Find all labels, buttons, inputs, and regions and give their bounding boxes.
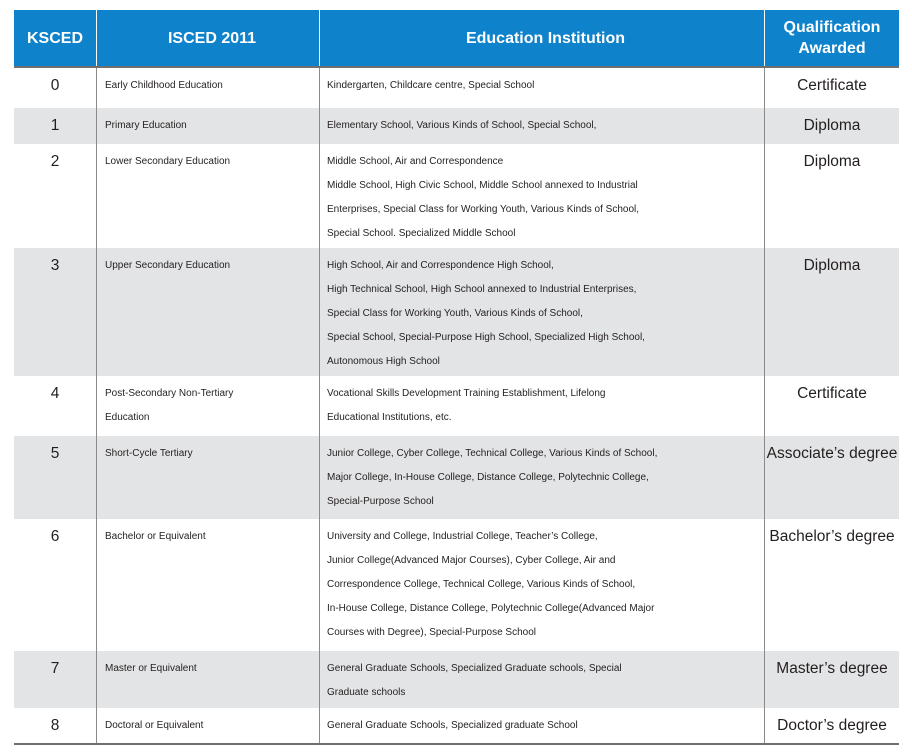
qualification-cell: Master’s degree: [776, 660, 888, 677]
institution-line: Enterprises, Special Class for Working Youth, Various Kinds of School,: [327, 204, 640, 215]
institution-cell: [320, 708, 765, 745]
institution-line: Special Class for Working Youth, Various Kinds of School,: [327, 308, 583, 319]
table-row: [14, 708, 899, 745]
institution-line: Elementary School, Various Kinds of School, Special School,: [327, 120, 597, 131]
header-qualification: Qualification Awarded: [783, 19, 881, 57]
qualification-cell: Diploma: [803, 117, 861, 134]
header-ksced: KSCED: [14, 10, 97, 66]
institution-cell: [320, 144, 765, 248]
institution-line: High Technical School, High School annexed to Industrial Enterprises,: [327, 284, 637, 295]
isced-line: Education: [105, 412, 150, 423]
table-row: [14, 144, 899, 248]
table-header: [14, 10, 899, 68]
table-row: [14, 519, 899, 651]
header-isced: ISCED 2011: [97, 10, 320, 66]
ksced-cell: 1: [14, 108, 97, 144]
institution-line: Autonomous High School: [327, 356, 440, 367]
table-row: [14, 436, 899, 519]
qualification-cell: Doctor’s degree: [777, 717, 887, 734]
institution-line: Correspondence College, Technical College, Various Kinds of School,: [327, 579, 636, 590]
isced-line: Lower Secondary Education: [105, 156, 231, 167]
qualification-cell: Diploma: [803, 153, 861, 170]
institution-line: In-House College, Distance College, Polytechnic College(Advanced Major: [327, 603, 655, 614]
qualification-cell: Certificate: [797, 77, 867, 94]
institution-line: Middle School, Air and Correspondence: [327, 156, 504, 167]
ksced-cell: 2: [14, 144, 97, 248]
table-row: [14, 376, 899, 436]
institution-line: Special School, Special-Purpose High School, Specialized High School,: [327, 332, 645, 343]
qualification-cell: Certificate: [797, 385, 867, 402]
institution-line: Special-Purpose School: [327, 496, 434, 507]
qualification-cell: Associate’s degree: [766, 445, 898, 462]
isced-cell: [97, 708, 320, 745]
institution-line: Junior College, Cyber College, Technical College, Various Kinds of School,: [327, 448, 658, 459]
institution-line: Major College, In-House College, Distance College, Polytechnic College,: [327, 472, 649, 483]
isced-cell: [97, 68, 320, 108]
table-row: [14, 68, 899, 108]
ksced-cell: 5: [14, 436, 97, 519]
qualification-cell: Diploma: [803, 257, 861, 274]
table-bottom-rule: [14, 743, 899, 745]
isced-line: Primary Education: [105, 120, 187, 131]
ksced-cell: 8: [14, 708, 97, 745]
isced-cell: [97, 376, 320, 436]
institution-cell: [320, 376, 765, 436]
isced-cell: [97, 248, 320, 376]
institution-line: Graduate schools: [327, 687, 406, 698]
education-classification-table: [14, 10, 899, 745]
table-row: [14, 248, 899, 376]
header-institution: Education Institution: [320, 10, 765, 66]
institution-cell: [320, 436, 765, 519]
ksced-cell: 7: [14, 651, 97, 708]
institution-line: Educational Institutions, etc.: [327, 412, 452, 423]
institution-line: Vocational Skills Development Training Establishment, Lifelong: [327, 388, 606, 399]
institution-cell: [320, 68, 765, 108]
ksced-cell: 3: [14, 248, 97, 376]
institution-cell: [320, 248, 765, 376]
ksced-cell: 4: [14, 376, 97, 436]
institution-line: High School, Air and Correspondence High School,: [327, 260, 554, 271]
ksced-cell: 0: [14, 68, 97, 108]
isced-line: Doctoral or Equivalent: [105, 720, 204, 731]
institution-line: University and College, Industrial College, Teacher’s College,: [327, 531, 598, 542]
isced-cell: [97, 651, 320, 708]
institution-line: General Graduate Schools, Specialized Graduate schools, Special: [327, 663, 622, 674]
isced-cell: [97, 144, 320, 248]
institution-cell: [320, 519, 765, 651]
isced-line: Master or Equivalent: [105, 663, 197, 674]
table-row: [14, 651, 899, 708]
qualification-cell: Bachelor’s degree: [769, 528, 895, 545]
table-row: [14, 108, 899, 144]
ksced-cell: 6: [14, 519, 97, 651]
isced-line: Early Childhood Education: [105, 80, 223, 91]
institution-line: General Graduate Schools, Specialized graduate School: [327, 720, 578, 731]
institution-cell: [320, 651, 765, 708]
institution-cell: [320, 108, 765, 144]
isced-cell: [97, 519, 320, 651]
institution-line: Junior College(Advanced Major Courses), Cyber College, Air and: [327, 555, 616, 566]
institution-line: Middle School, High Civic School, Middle School annexed to Industrial: [327, 180, 638, 191]
isced-line: Upper Secondary Education: [105, 260, 231, 271]
isced-line: Bachelor or Equivalent: [105, 531, 206, 542]
isced-line: Post-Secondary Non-Tertiary: [105, 388, 234, 399]
isced-cell: [97, 108, 320, 144]
isced-cell: [97, 436, 320, 519]
institution-line: Courses with Degree), Special-Purpose School: [327, 627, 536, 638]
institution-line: Special School. Specialized Middle School: [327, 228, 516, 239]
institution-line: Kindergarten, Childcare centre, Special School: [327, 80, 535, 91]
isced-line: Short-Cycle Tertiary: [105, 448, 193, 459]
